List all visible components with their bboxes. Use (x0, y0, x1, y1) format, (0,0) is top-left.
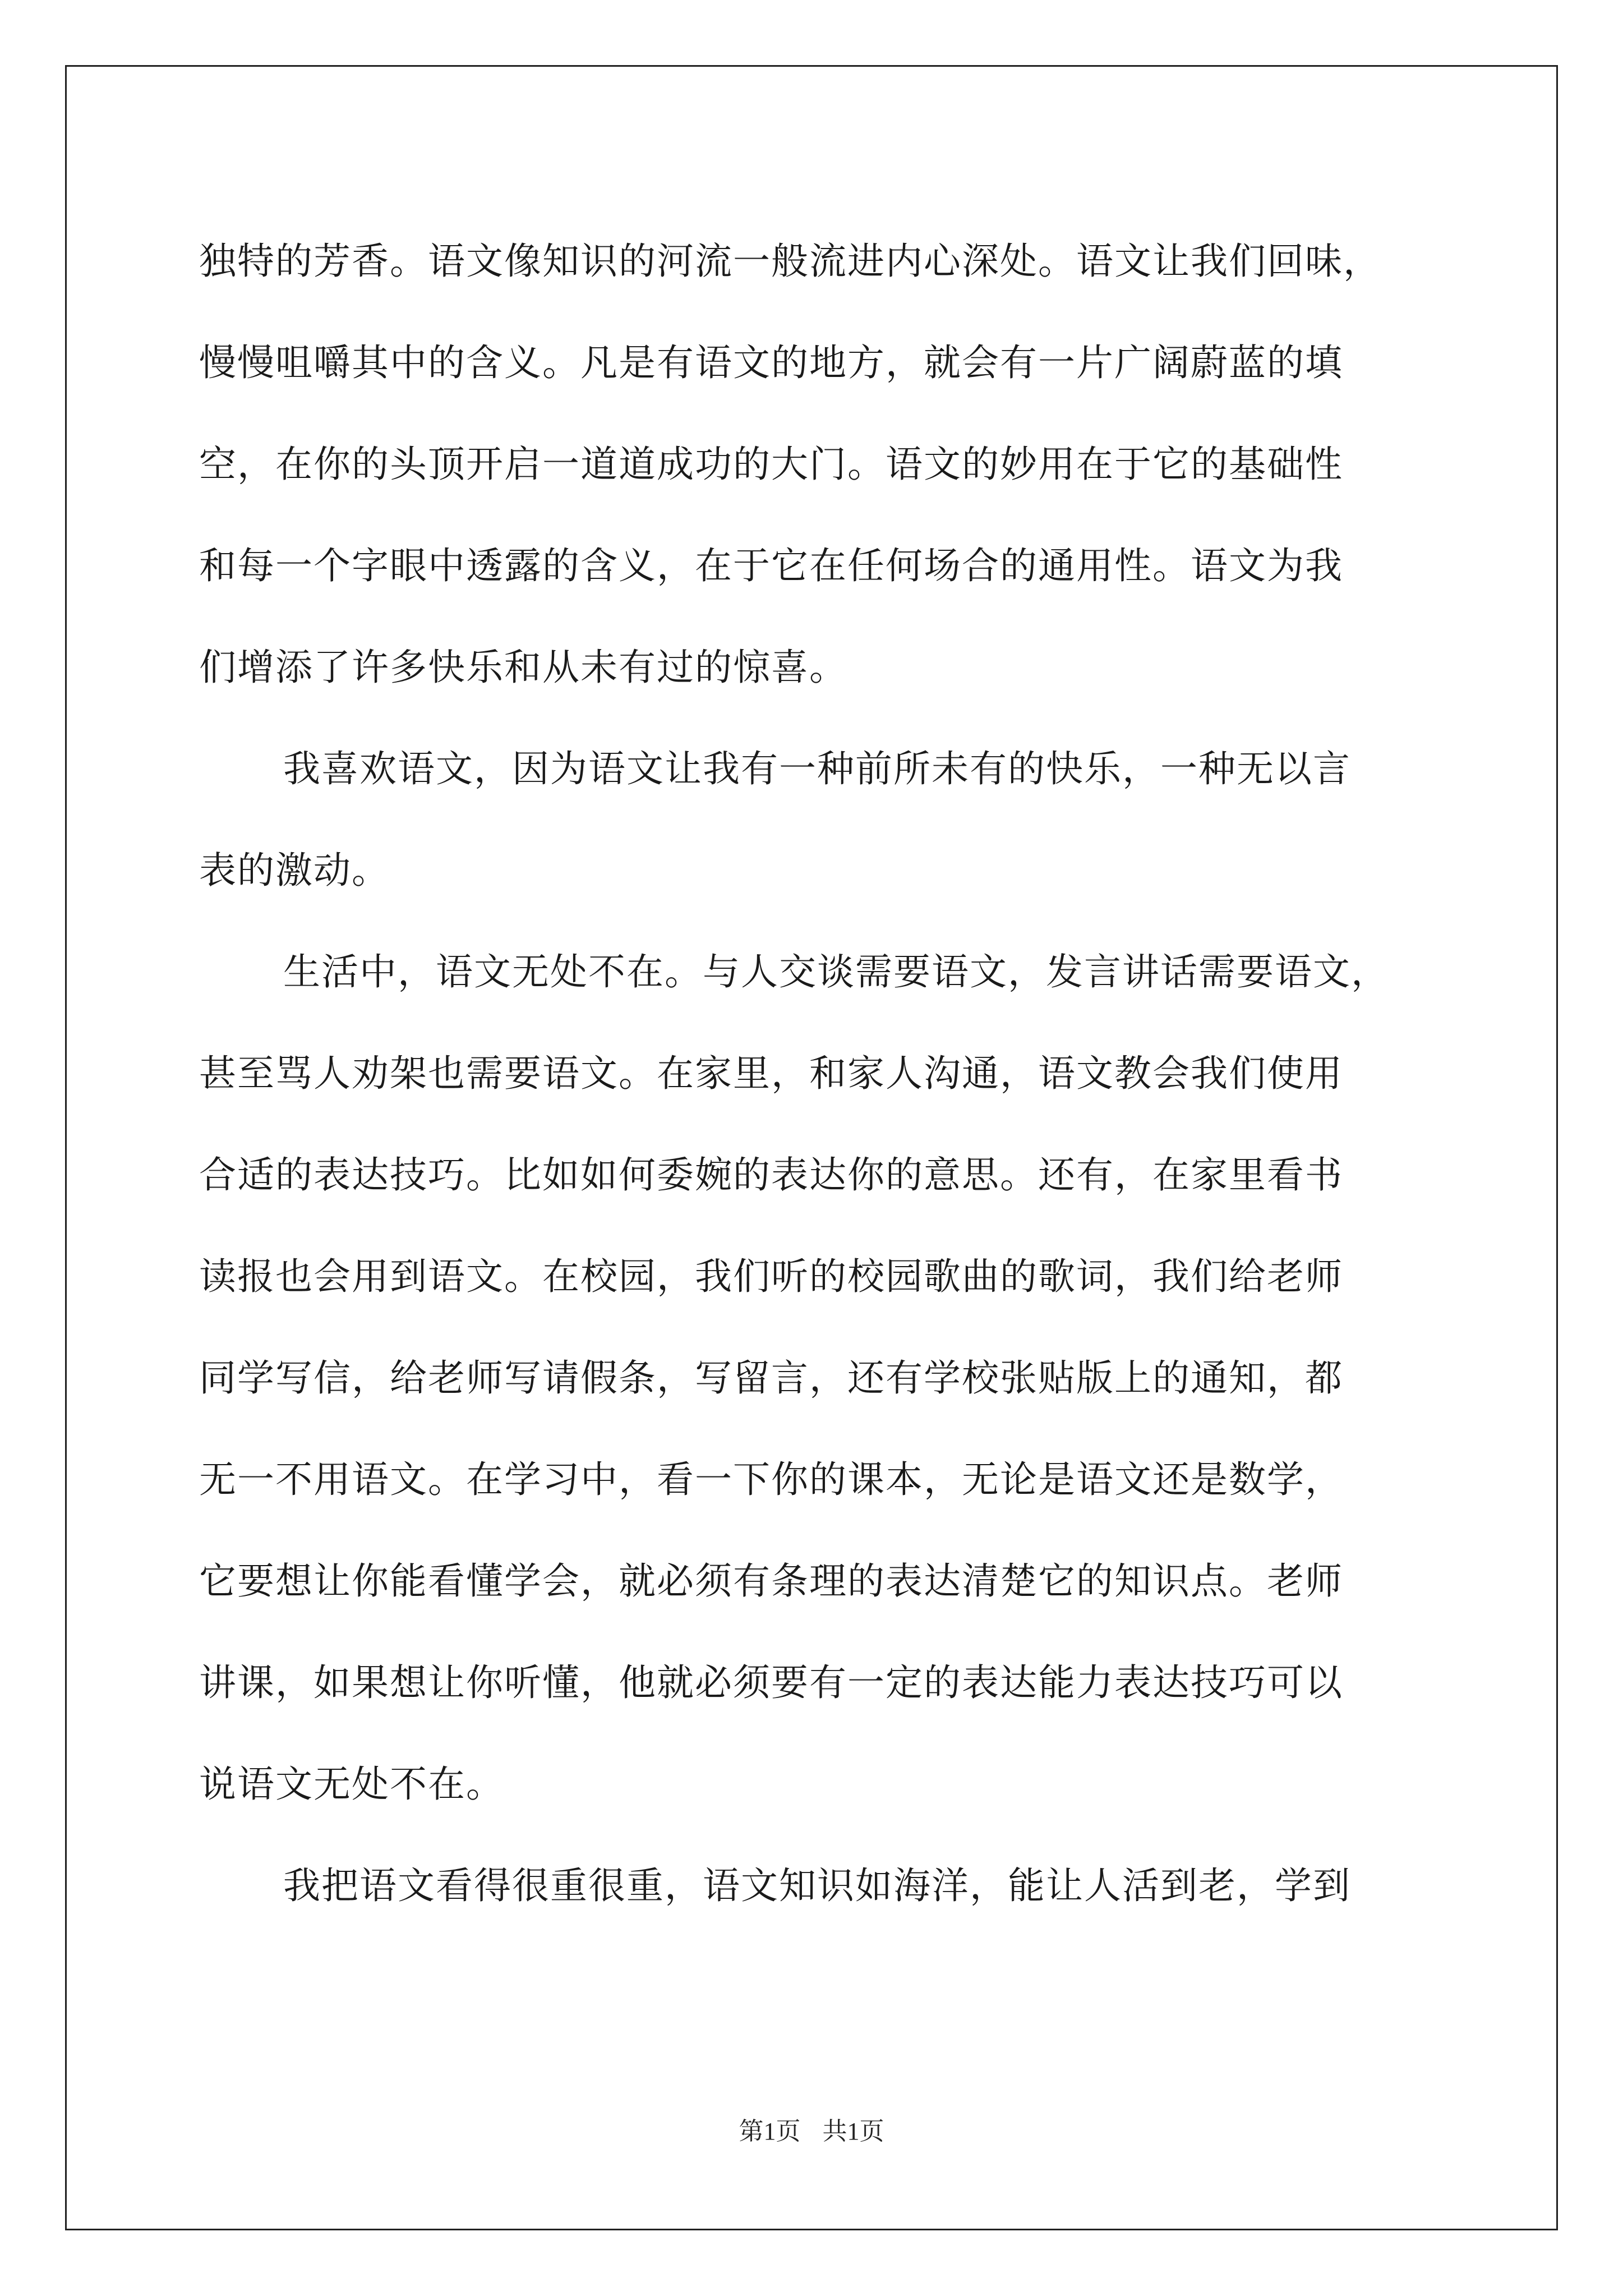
text-line: 说语文无处不在。 (199, 1763, 504, 1806)
text-line: 读报也会用到语文。在校园，我们听的校园歌曲的歌词，我们给老师 (199, 1255, 1343, 1298)
text-line: 表的激动。 (199, 849, 390, 892)
text-line: 甚至骂人劝架也需要语文。在家里，和家人沟通，语文教会我们使用 (199, 1052, 1343, 1095)
text-line: 讲课，如果想让你听懂，他就必须要有一定的表达能力表达技巧可以 (199, 1661, 1343, 1704)
text-line: 独特的芳香。语文像知识的河流一般流进内心深处。语文让我们回味， (199, 240, 1381, 283)
text-line: 合适的表达技巧。比如如何委婉的表达你的意思。还有，在家里看书 (199, 1153, 1343, 1197)
text-line: 同学写信，给老师写请假条，写留言，还有学校张贴版上的通知，都 (199, 1356, 1343, 1400)
text-line: 和每一个字眼中透露的含义，在于它在任何场合的通用性。语文为我 (199, 544, 1343, 587)
text-line: 它要想让你能看懂学会，就必须有条理的表达清楚它的知识点。老师 (199, 1559, 1343, 1603)
page-number: 第1页 (739, 2118, 801, 2145)
text-line: 空，在你的头顶开启一道道成功的大门。语文的妙用在于它的基础性 (199, 443, 1343, 486)
text-line: 生活中，语文无处不在。与人交谈需要语文，发言讲话需要语文， (283, 950, 1389, 993)
text-line: 我喜欢语文，因为语文让我有一种前所未有的快乐，一种无以言 (283, 747, 1351, 790)
text-line: 我把语文看得很重很重，语文知识如海洋，能让人活到老，学到 (283, 1864, 1351, 1907)
text-line: 慢慢咀嚼其中的含义。凡是有语文的地方，就会有一片广阔蔚蓝的填 (199, 341, 1343, 384)
page-total: 共1页 (822, 2118, 884, 2145)
text-line: 们增添了许多快乐和从未有过的惊喜。 (199, 646, 847, 689)
text-line: 无一不用语文。在学习中，看一下你的课本，无论是语文还是数学， (199, 1458, 1343, 1501)
page-footer (0, 2115, 1623, 2148)
document-body (199, 210, 1433, 1936)
